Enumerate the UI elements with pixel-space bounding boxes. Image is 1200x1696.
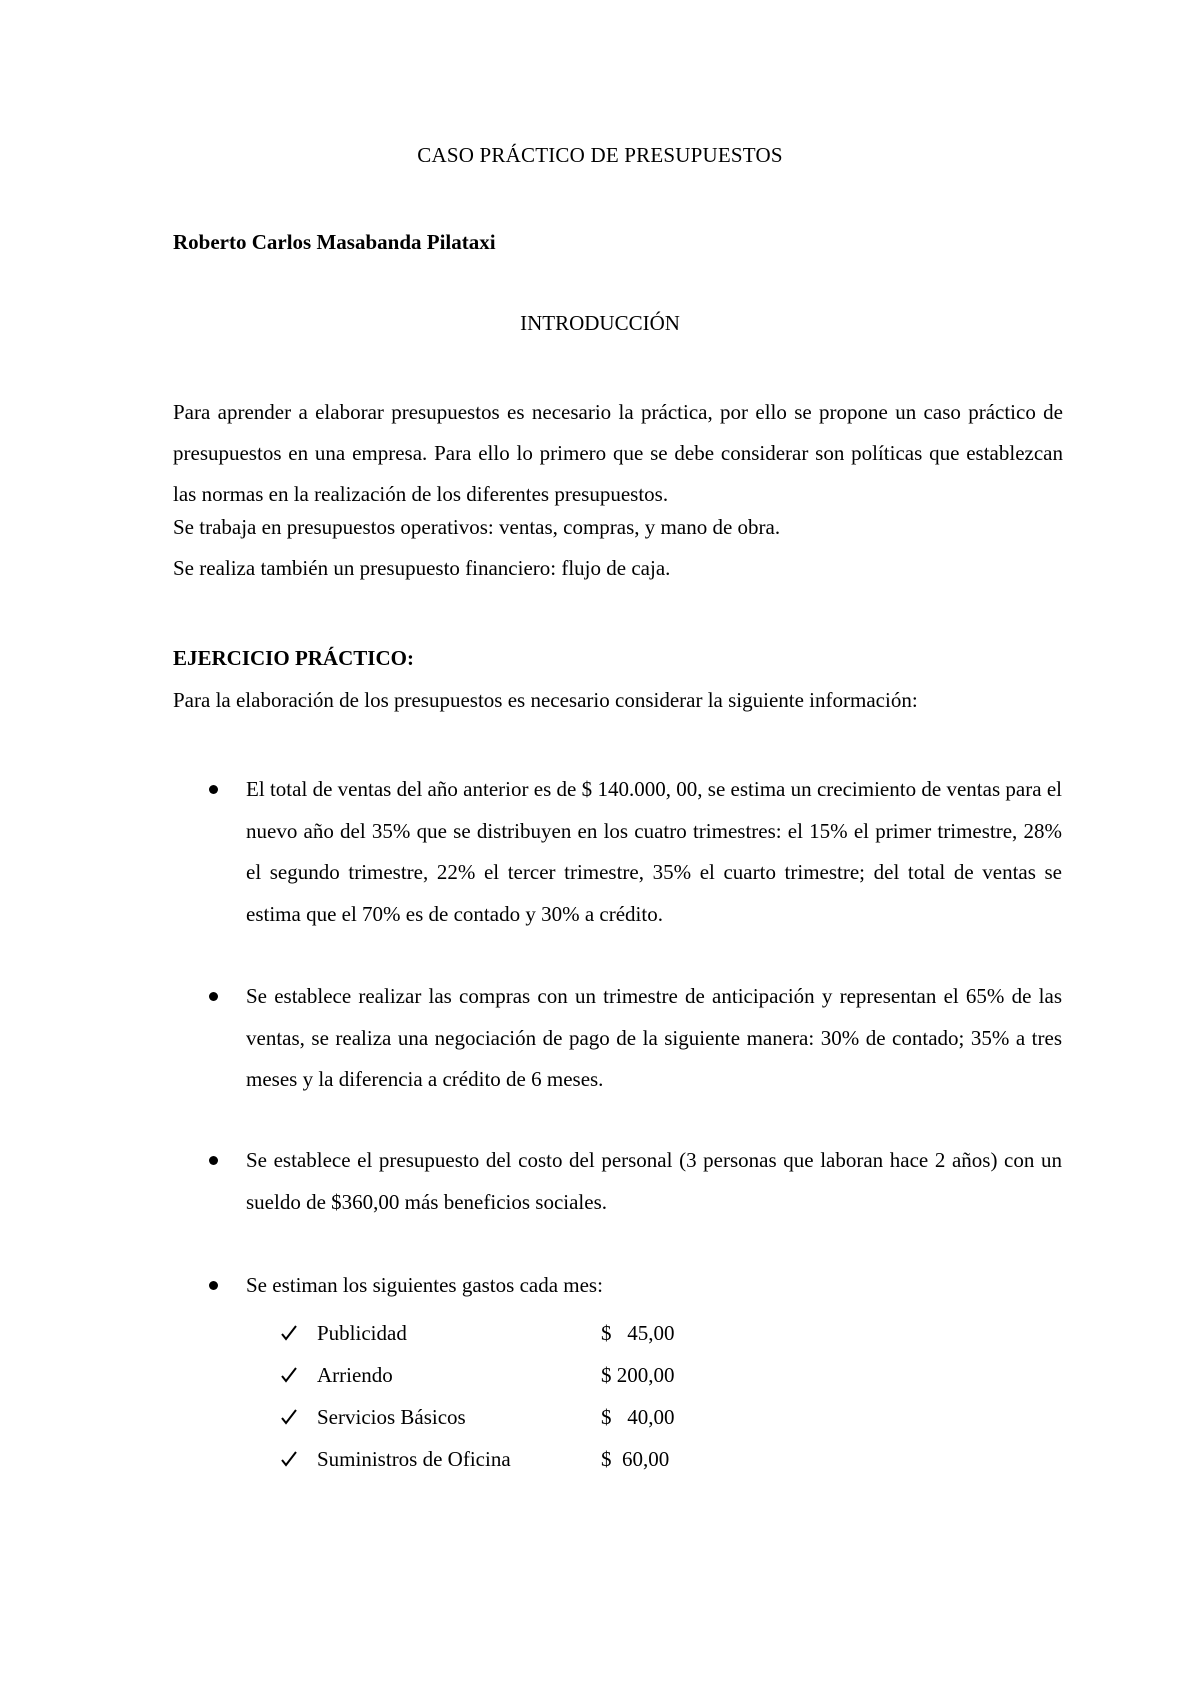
expense-amount: $ 45,00 — [601, 1321, 675, 1345]
exercise-heading: EJERCICIO PRÁCTICO: — [173, 646, 414, 670]
expense-amount: $ 40,00 — [601, 1405, 675, 1429]
bullet-icon — [209, 992, 218, 1001]
introduction-heading: INTRODUCCIÓN — [520, 311, 680, 335]
exercise-intro: Para la elaboración de los presupuestos es necesario considerar la siguiente información: — [173, 688, 918, 712]
bullet-icon — [209, 1281, 218, 1290]
document-title: CASO PRÁCTICO DE PRESUPUESTOS — [417, 143, 783, 167]
bullet-item-personal: Se establece el presupuesto del costo del personal (3 personas que laboran hace 2 años) con un sueldo de $360,00 más beneficios sociales. — [246, 1148, 1062, 1214]
bullet-item-ventas: El total de ventas del año anterior es de $ 140.000, 00, se estima un crecimiento de ventas para el nuevo año del 35% que se distribuyen en los cuatro trimestres: el 15% el primer trimestre, 28% el segundo trimestre, 22% el tercer trimestre, 35% el cuarto trimestre; del total de ventas se estima que el 70% es de contado y 30% a crédito. — [246, 777, 1062, 926]
check-icon — [280, 1449, 298, 1469]
introduction-line-operativos: Se trabaja en presupuestos operativos: ventas, compras, y mano de obra. — [173, 515, 781, 539]
expense-name: Arriendo — [317, 1363, 393, 1387]
expense-name: Servicios Básicos — [317, 1405, 466, 1429]
check-icon — [280, 1365, 298, 1385]
check-icon — [280, 1323, 298, 1343]
bullet-item-compras: Se establece realizar las compras con un trimestre de anticipación y representan el 65% de las ventas, se realiza una negociación de pago de la siguiente manera: 30% de contado; 35% a tres meses y la diferencia a crédito de 6 meses. — [246, 984, 1062, 1091]
expense-name: Publicidad — [317, 1321, 407, 1345]
author-name: Roberto Carlos Masabanda Pilataxi — [173, 230, 496, 254]
introduction-line-financiero: Se realiza también un presupuesto financiero: flujo de caja. — [173, 556, 671, 580]
introduction-paragraph: Para aprender a elaborar presupuestos es necesario la práctica, por ello se propone un caso práctico de presupuestos en una empresa. Para ello lo primero que se debe considerar son políticas que establezcan las normas en la realización de los diferentes presupuestos. — [173, 400, 1063, 506]
bullet-icon — [209, 785, 218, 794]
expense-name: Suministros de Oficina — [317, 1447, 511, 1471]
bullet-icon — [209, 1156, 218, 1165]
expense-amount: $ 200,00 — [601, 1363, 675, 1387]
expense-amount: $ 60,00 — [601, 1447, 670, 1471]
bullet-item-gastos: Se estiman los siguientes gastos cada mes: — [246, 1273, 603, 1297]
check-icon — [280, 1407, 298, 1427]
